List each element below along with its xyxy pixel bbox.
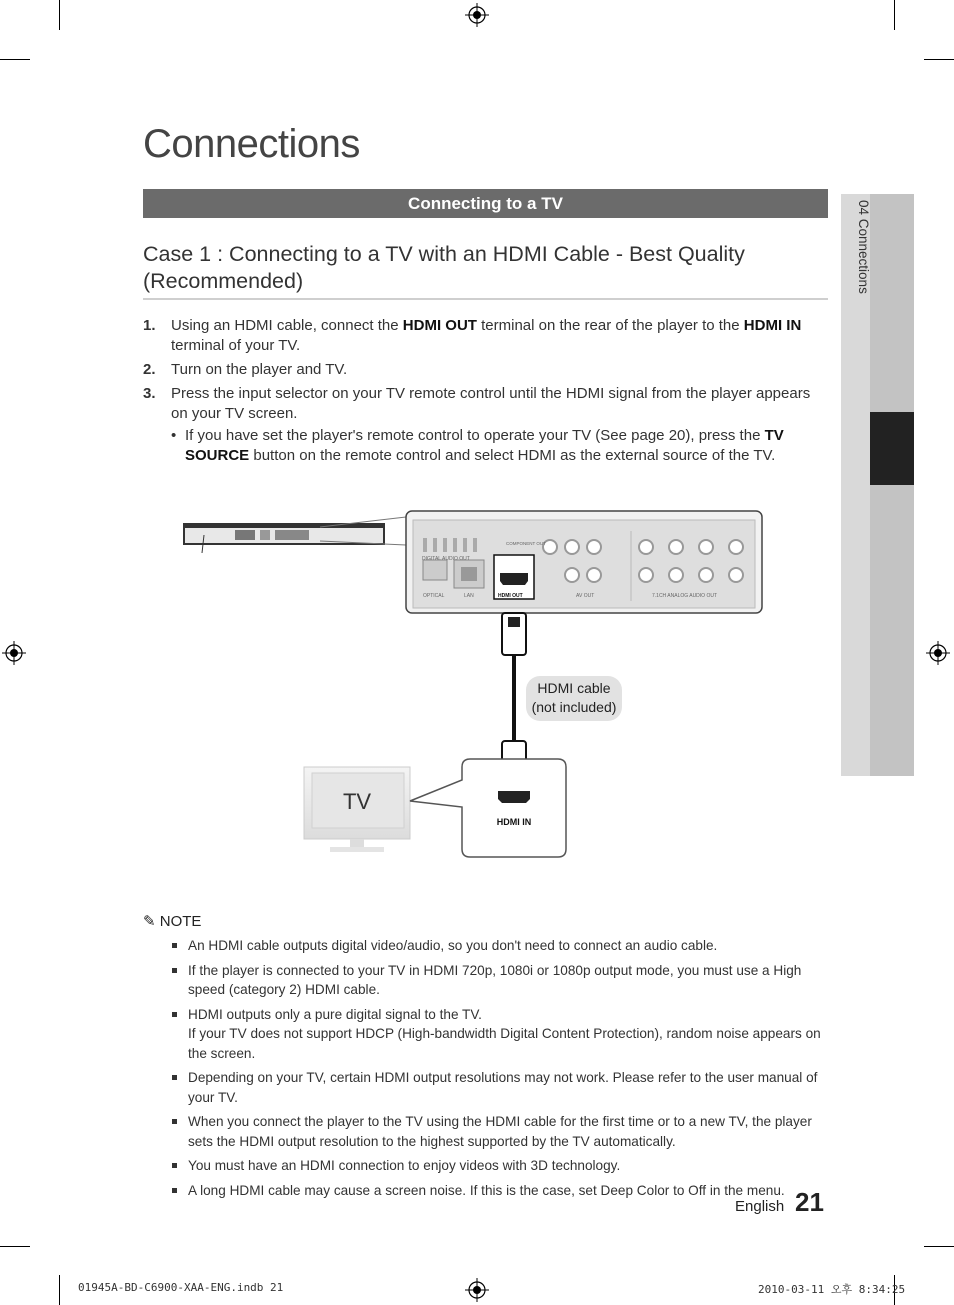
label-hdmi-out: HDMI OUT <box>498 593 523 599</box>
print-slug-right: 2010-03-11 오후 8:34:25 <box>758 1283 906 1296</box>
note-item <box>172 936 832 956</box>
connection-diagram <box>180 505 780 880</box>
label-av-out: AV OUT <box>576 593 595 599</box>
crop-mark <box>0 1246 30 1247</box>
sub-text: button on the remote control and select HDMI as the external source of the TV. <box>249 447 776 464</box>
bullet-square-icon <box>172 968 177 973</box>
step-number: 1. <box>143 317 156 334</box>
crop-mark <box>59 1275 60 1305</box>
note-text: If the player is connected to your TV in HDMI 720p, 1080i or 1080p output mode, you must use a High speed (category 2) HDMI cable. <box>188 962 802 997</box>
crop-mark <box>59 0 60 30</box>
note-item <box>172 961 832 1000</box>
crop-mark <box>894 0 895 30</box>
bullet-square-icon <box>172 1163 177 1168</box>
step-number: 3. <box>143 385 156 402</box>
step-item <box>143 360 823 380</box>
crop-mark <box>0 59 30 60</box>
footer-language: English <box>735 1198 785 1215</box>
label-analog-audio-out: 7.1CH ANALOG AUDIO OUT <box>652 593 718 599</box>
note-text: If your TV does not support HDCP (High-bandwidth Digital Content Protection), random noise appears on the screen. <box>188 1026 821 1061</box>
step-bold: HDMI OUT <box>402 317 477 334</box>
side-tab-label: 04 Connections <box>856 200 871 294</box>
side-tab-column <box>870 194 914 776</box>
step-text: terminal on the rear of the player to the <box>476 317 744 334</box>
hdmi-in-label: HDMI IN <box>496 817 532 827</box>
bullet-square-icon <box>172 1012 177 1017</box>
hdmi-in-callout <box>410 759 566 857</box>
step-item <box>143 384 823 466</box>
note-heading-text: NOTE <box>159 913 202 930</box>
label-optical: OPTICAL <box>423 593 445 599</box>
note-item <box>172 1156 832 1176</box>
registration-mark-icon <box>465 3 489 27</box>
steps-list <box>143 316 823 470</box>
step-text: Using an HDMI cable, connect the <box>171 317 403 334</box>
registration-mark-icon <box>926 641 950 665</box>
heading-rule <box>143 298 828 300</box>
note-item <box>172 1112 832 1151</box>
note-text: An HDMI cable outputs digital video/audio, so you don't need to connect an audio cable. <box>188 938 718 953</box>
bullet-square-icon <box>172 943 177 948</box>
bullet-square-icon <box>172 1188 177 1193</box>
print-slug-left: 01945A-BD-C6900-XAA-ENG.indb 21 <box>78 1281 284 1294</box>
registration-mark-icon <box>465 1278 489 1302</box>
side-tab-indicator <box>870 412 914 485</box>
note-text: You must have an HDMI connection to enjoy videos with 3D technology. <box>188 1158 621 1173</box>
label-digital-audio-out: DIGITAL AUDIO OUT <box>422 556 470 562</box>
step-text: Turn on the player and TV. <box>171 361 348 378</box>
cable-label-line1: HDMI cable <box>537 680 611 696</box>
step-text: Press the input selector on your TV remote control until the HDMI signal from the player appears on your TV screen. <box>171 385 811 422</box>
crop-mark <box>924 59 954 60</box>
step-item <box>143 316 823 356</box>
pencil-icon: ✎ <box>143 913 156 930</box>
sub-text: If you have set the player's remote control to operate your TV (See page 20), press the <box>185 427 765 444</box>
page-number: 21 <box>795 1187 824 1217</box>
bullet-dot-icon: • <box>171 427 177 444</box>
note-list <box>172 936 832 1205</box>
note-text: Depending on your TV, certain HDMI output resolutions may not work. Please refer to the user manual of your TV. <box>188 1070 818 1105</box>
bullet-square-icon <box>172 1119 177 1124</box>
section-bar: Connecting to a TV <box>143 189 828 218</box>
note-heading <box>143 912 201 930</box>
cable-label <box>526 676 622 721</box>
step-text: terminal of your TV. <box>171 337 301 354</box>
note-item <box>172 1068 832 1107</box>
tv-label: TV <box>342 789 372 814</box>
bullet-square-icon <box>172 1075 177 1080</box>
rear-panel-zoom <box>406 511 762 613</box>
note-item <box>172 1181 832 1201</box>
note-item <box>172 1005 832 1064</box>
case-heading: Case 1 : Connecting to a TV with an HDMI Cable - Best Quality (Recommended) <box>143 242 745 293</box>
cable-label-line2: (not included) <box>531 699 617 715</box>
step-bold: HDMI IN <box>743 317 802 334</box>
label-component-out: COMPONENT OUT <box>506 541 546 546</box>
page-title: Connections <box>143 122 360 166</box>
sub-bullet <box>171 426 823 466</box>
label-lan: LAN <box>464 593 474 599</box>
hdmi-cable <box>502 613 526 783</box>
note-text: A long HDMI cable may cause a screen noise. If this is the case, set Deep Color to Off in the menu. <box>188 1182 785 1198</box>
step-number: 2. <box>143 361 156 378</box>
note-text: When you connect the player to the TV using the HDMI cable for the first time or to a new TV, the player sets the HDMI output resolution to the highest supported by the TV automatically. <box>188 1114 812 1149</box>
player-rear-view <box>184 524 384 553</box>
registration-mark-icon <box>2 641 26 665</box>
tv-illustration <box>304 767 410 852</box>
crop-mark <box>924 1246 954 1247</box>
note-text: HDMI outputs only a pure digital signal to the TV. <box>188 1006 482 1022</box>
sub-bold: TV SOURCE <box>185 427 784 464</box>
